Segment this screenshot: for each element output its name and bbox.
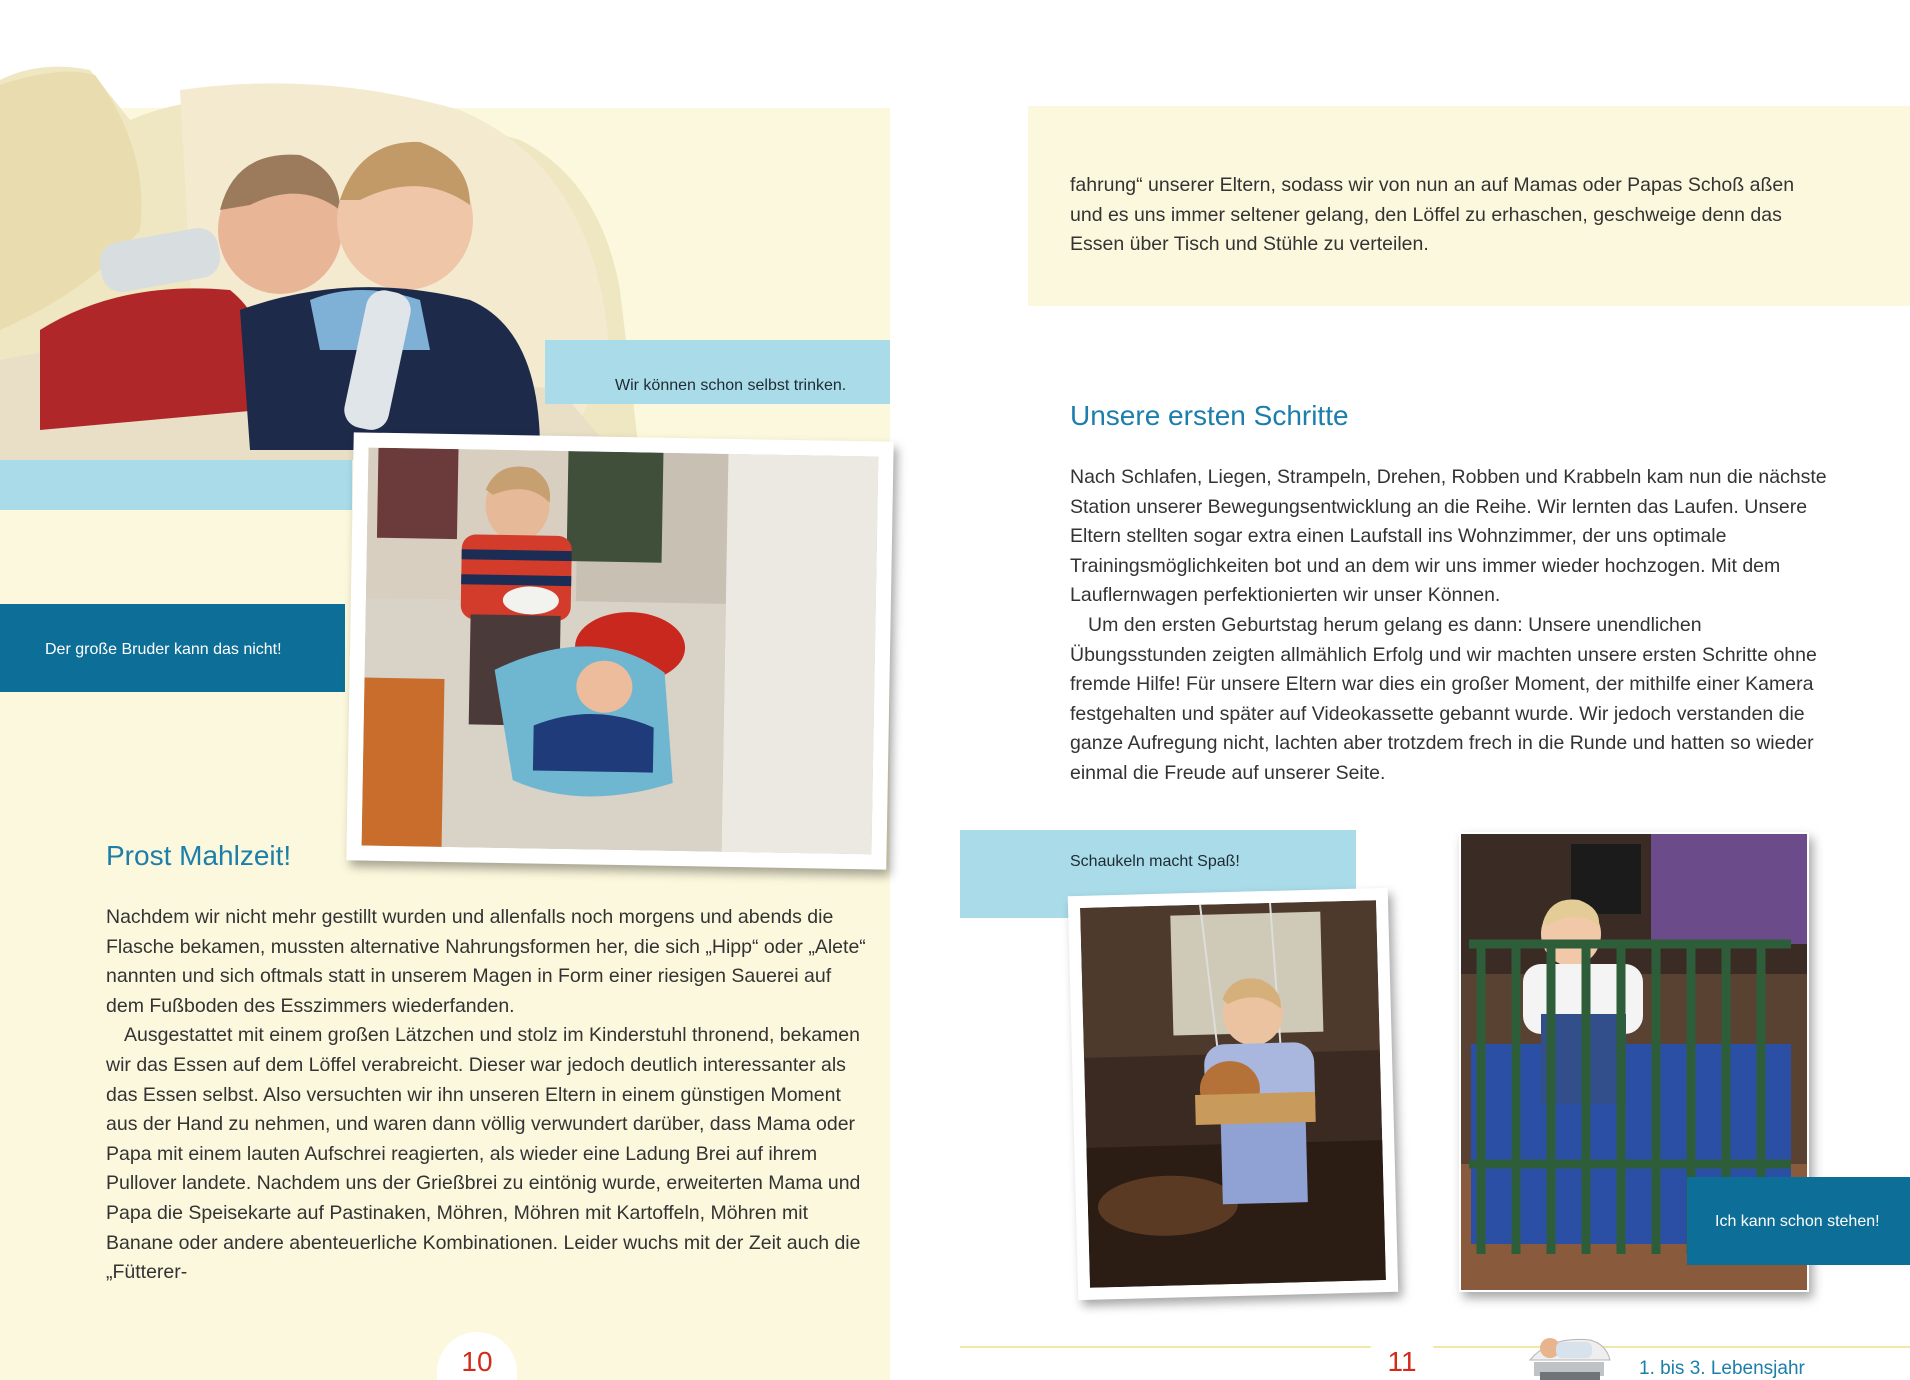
photo-swing xyxy=(1068,888,1398,1300)
paragraph-1: Nachdem wir nicht mehr gestillt wurden und allenfalls noch morgens und abends die Flasche bekamen, mussten alternative Nahrungsformen her, die sich „Hipp“ oder „Alete“ nannten und sich oftmals statt in unserem Magen in Form einer riesigen Sauerei auf dem Fußboden des Esszimmers wiederfanden. xyxy=(106,906,866,1017)
right-page xyxy=(955,0,1910,1380)
page-number-right: 11 xyxy=(1387,1346,1417,1377)
caption-drinking: Wir können schon selbst trinken. xyxy=(615,377,847,394)
heading-unsere-ersten-schritte: Unsere ersten Schritte xyxy=(1070,400,1349,431)
baby-scale-icon xyxy=(1520,1322,1620,1380)
paragraph-2: Ausgestattet mit einem großen Lätzchen und stolz im Kinderstuhl thronend, bekamen wir das Essen auf dem Löffel verabreicht. Dieser war jedoch deutlich interessanter als das Essen selbst. Also versuchten wir ihn unseren Eltern in einem günstigen Moment aus der Hand zu nehmen, und waren dann völlig verwundert darüber, dass Mama oder Papa mit einem lauten Aufschrei reagierten, als wieder eine Ladung Brei auf ihrem Pullover landete. Nachdem uns der Grießbrei zu eintönig wurde, erweiterten Mama und Papa die Speisekarte auf Pastinaken, Möhren, Möhren mit Kartoffeln, Möhren mit Banane oder andere abenteuerliche Kombinationen. Leider wuchs mit der Zeit auch die „Fütterer- xyxy=(106,1024,861,1284)
intro-text: fahrung“ unserer Eltern, sodass wir von nun an auf Mamas oder Papas Schoß aßen und es uns immer seltener gelang, den Löffel zu erhaschen, geschweige denn das Essen über Tisch und Stühle zu verteilen. xyxy=(1070,174,1795,256)
body-text-left xyxy=(106,903,866,1288)
page-number-left: 10 xyxy=(461,1346,493,1377)
body-text-right xyxy=(1070,463,1830,789)
caption-big-brother: Der große Bruder kann das nicht! xyxy=(45,641,282,658)
blue-strip xyxy=(0,460,352,510)
paragraph-4: Um den ersten Geburtstag herum gelang es dann: Unsere unendlichen Übungsstunden zeigten allmählich Erfolg und wir machten unsere ersten Schritte ohne fremde Hilfe! Für unsere Eltern war dies ein großer Moment, der mithilfe einer Kamera festgehalten und später auf Videokassette gebannt wurde. Wir jedoch verstanden die ganze Aufregung nicht, lachten aber trotzdem frech in die Runde und hatten so wieder einmal die Freude auf unserer Seite. xyxy=(1070,613,1817,784)
heading-prost-mahlzeit: Prost Mahlzeit! xyxy=(106,840,292,871)
running-head: 1. bis 3. Lebensjahr xyxy=(1639,1358,1805,1379)
paragraph-3: Nach Schlafen, Liegen, Strampeln, Drehen, Robben und Krabbeln kam nun die nächste Station unserer Bewegungsentwicklung an die Reihe. Wir lernten das Laufen. Unsere Eltern stellten sogar extra einen Laufstall ins Wohnzimmer, der uns optimale Trainingsmöglichkeiten bot und an dem wir uns immer wieder hochzogen. Mit dem Lauflernwagen perfektionierten wir unser Können. xyxy=(1070,466,1827,607)
photo-kitchen xyxy=(346,432,893,869)
caption-standing: Ich kann schon stehen! xyxy=(1715,1213,1880,1230)
caption-swing: Schaukeln macht Spaß! xyxy=(1070,853,1240,870)
